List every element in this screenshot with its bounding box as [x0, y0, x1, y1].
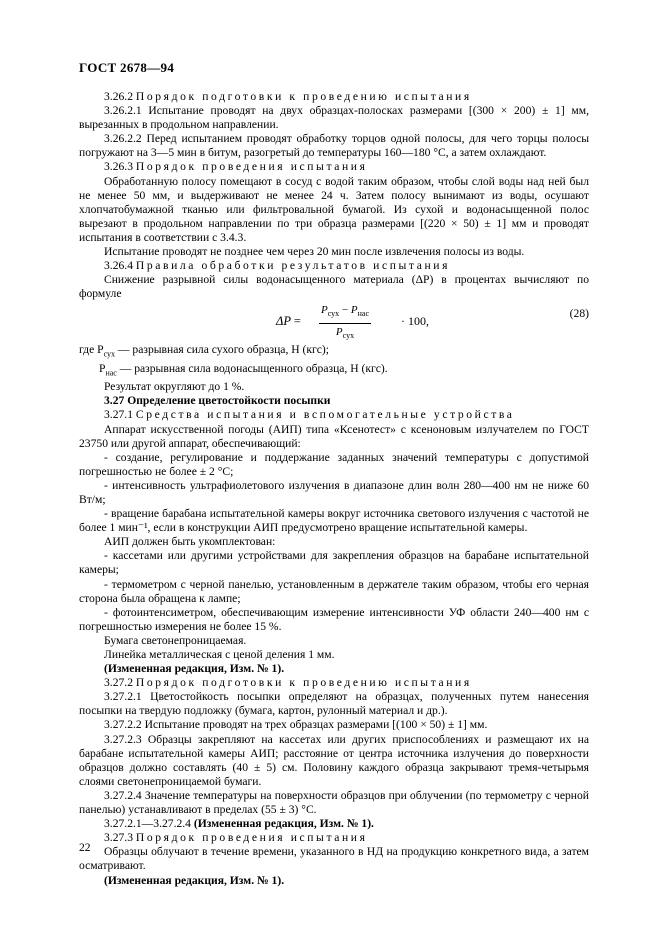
text-run: 3.26.2.2 Перед испытанием проводят обработку торцов одной полосы, для чего торцы полосы погружают на 3—5 мин в битум, разогретый до температуры 160—180 °С, а затем охлаждают. [79, 132, 589, 160]
text-run: - создание, регулирование и поддержание заданных значений температуры с допустимой погрешностью не более ± 2 °С; [79, 450, 589, 478]
paragraph [79, 648, 589, 662]
text-run: сух [103, 349, 116, 359]
paragraph [79, 789, 589, 817]
paragraph [79, 634, 589, 648]
paragraph [79, 343, 589, 361]
text-run: Обработанную полосу помещают в сосуд с водой таким образом, чтобы слой воды над ней был не менее 50 мм, и выдерживают не менее 24 ч. Затем полосу вынимают из воды, осушают хлопчатобумажной тканью или фильтровальной бумагой. Из сухой и водонасыщенной полос вырезают в продольном направлении по три образца размерами [(220 × 50) ± 1] мм и проводят испытания в соответствии с 3.4.3. [79, 174, 589, 244]
text-run: - вращение барабана испытательной камеры вокруг источника светового излучения с частотой не более 1 мин⁻¹, если в конструкции АИП предусмотрено вращение испытательной камеры. [79, 507, 589, 535]
text-run: Линейка металлическая с ценой деления 1 мм. [104, 648, 335, 661]
paragraph [79, 549, 589, 577]
text-run: где P [79, 343, 104, 357]
text-run: 3.27.2.2 Испытание проводят на трех образцах размерами [(100 × 50) ± 1] мм. [104, 718, 488, 732]
paragraph [79, 479, 589, 507]
paragraph [79, 175, 589, 245]
paragraph [79, 423, 589, 451]
page-number: 22 [79, 841, 91, 854]
text-run: Порядок проведения испытания [135, 160, 368, 174]
text-run: Результат округляют до 1 %. [104, 380, 245, 394]
text-run: Снижение разрывной силы водонасыщенного материала (ΔP) в процентах вычисляют по формуле [79, 273, 589, 301]
formula-fraction [319, 303, 371, 343]
text-run: АИП должен быть укомплектован: [104, 535, 276, 549]
text-run: Средства испытания и вспомогательные устройства [135, 408, 515, 422]
formula-lhs: ΔP = [276, 314, 301, 329]
paragraph [79, 259, 589, 273]
text-run: 3.27 Определение цветостойкости посыпки [104, 394, 331, 408]
paragraph [79, 845, 589, 873]
document-body [79, 90, 589, 888]
text-run: 3.26.2 [104, 90, 136, 103]
text-run: Порядок проведения испытания [135, 831, 368, 845]
paragraph [79, 362, 589, 380]
paragraph [79, 132, 589, 160]
text-run: 3.27.2.1 Цветостойкость посыпки определяют на образцах, полученных путем нанесения посыпки на твердую подложку (бумага, картон, рулонный материал и др.). [79, 690, 589, 718]
paragraph [79, 160, 589, 174]
text-run: Бумага светонепроницаемая. [104, 633, 247, 647]
text-run: (Измененная редакция, Изм. № 1). [104, 662, 285, 676]
paragraph [79, 380, 589, 394]
text-run: 3.26.4 [104, 259, 136, 273]
text-run: (Измененная редакция, Изм. № 1). [193, 817, 374, 831]
paragraph [79, 578, 589, 606]
text-run: 3.27.2.3 Образцы закрепляют на кассетах или других приспособлениях и размещают их на барабане испытательной камеры АИП; расстояние от центра источника излучения до поверхности образцов должно составлять (40 ± 5) см. Половину каждого образца закрывают тремя-четырьмя слоями светонепроницаемой бумаги. [79, 732, 589, 788]
text-run: P [99, 361, 106, 375]
text-run: 3.26.2.1 Испытание проводят на двух образцах-полосках размерами [(300 × 200) ± 1] мм, вырезанных в продольном направлении. [79, 104, 589, 132]
formula-numerator: $P_{сух} - P_{нас}$ [319, 303, 371, 323]
text-run: 3.27.2.1—3.27.2.4 [104, 817, 194, 831]
text-run: - интенсивность ультрафиолетового излучения в диапазоне длин волн 280—400 нм не ниже 60 Вт/м; [79, 478, 589, 506]
text-run: 3.26.3 [104, 160, 136, 174]
paragraph [79, 245, 589, 259]
paragraph [79, 606, 589, 634]
paragraph [79, 394, 589, 408]
paragraph [79, 831, 589, 845]
paragraph [79, 451, 589, 479]
paragraph [79, 874, 589, 888]
text-run: Порядок подготовки к проведению испытания [135, 90, 472, 103]
paragraph [79, 535, 589, 549]
text-run: Порядок подготовки к проведению испытания [135, 676, 472, 690]
text-run: — разрывная сила сухого образца, Н (кгс); [115, 343, 329, 357]
text-run: Образцы облучают в течение времени, указанного в НД на продукцию конкретного вида, а затем осматривают. [79, 845, 589, 873]
text-run: - фотоинтенсиметром, обеспечивающим измерение интенсивности УФ области 240—400 нм с погрешностью измерения не более 15 %. [79, 605, 589, 633]
paragraph [79, 718, 589, 732]
paragraph [79, 104, 589, 132]
paragraph [79, 733, 589, 789]
text-run: Испытание проводят не позднее чем через 20 мин после извлечения полосы из воды. [104, 245, 525, 259]
text-run: - кассетами или другими устройствами для закрепления образцов на барабане испытательной камеры; [79, 549, 589, 577]
text-run: Аппарат искусственной погоды (АИП) типа «Ксенотест» с ксеноновым излучателем по ГОСТ 23750 или другой аппарат, обеспечивающий: [79, 422, 589, 450]
formula-28 [79, 303, 589, 341]
formula-number: (28) [569, 307, 589, 321]
paragraph [79, 676, 589, 690]
text-run: 3.27.2 [104, 676, 136, 690]
formula-multiplier: · 100, [401, 314, 429, 329]
paragraph [79, 408, 589, 422]
text-run: 3.27.2.4 Значение температуры на поверхности образцов при облучении (по термометру с черной панелью) устанавливают в пределах (55 ± 3) °С. [79, 788, 589, 817]
document-header: ГОСТ 2678—94 [79, 60, 175, 75]
paragraph [79, 90, 589, 104]
text-run: 3.27.1 [104, 408, 136, 422]
paragraph [79, 507, 589, 535]
paragraph [79, 817, 589, 831]
text-run: нас [105, 368, 117, 378]
text-run: 3.27.3 [104, 831, 136, 845]
formula-denominator: $P_{сух}$ [335, 325, 355, 340]
text-run: Правила обработки результатов испытания [135, 259, 451, 273]
paragraph [79, 690, 589, 718]
paragraph [79, 662, 589, 676]
text-run: — разрывная сила водонасыщенного образца, Н (кгс). [116, 361, 388, 375]
text-run: - термометром с черной панелью, установленным в держателе таким образом, чтобы его черная сторона была обращена к лампе; [79, 577, 589, 605]
text-run: (Измененная редакция, Изм. № 1). [104, 873, 285, 887]
paragraph [79, 273, 589, 301]
